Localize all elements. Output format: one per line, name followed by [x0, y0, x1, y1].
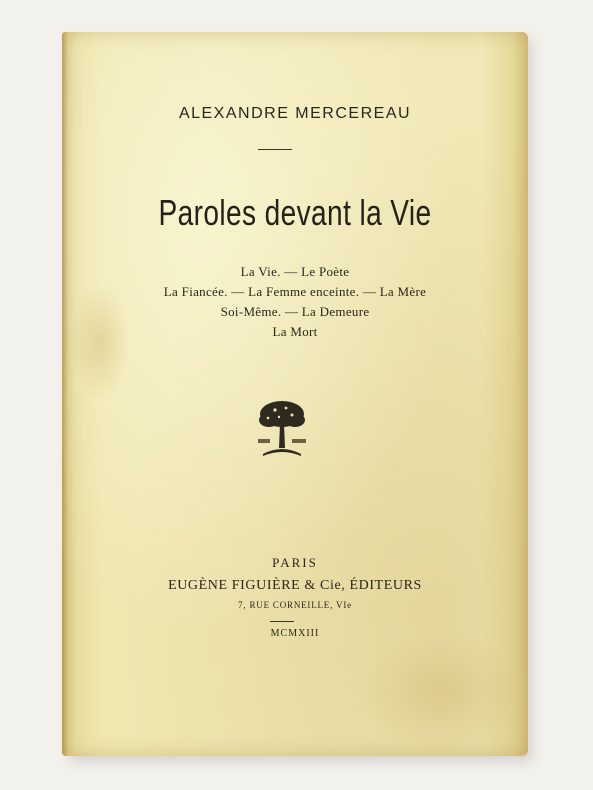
- spine-edge: [62, 32, 68, 756]
- tree-emblem-icon: [255, 398, 309, 462]
- paper-stain: [362, 632, 522, 752]
- contents-line: La Fiancée. — La Femme enceinte. — La Mère: [163, 284, 427, 299]
- publication-year: MCMXIII: [270, 628, 320, 639]
- author-name: ALEXANDRE MERCEREAU: [178, 105, 412, 122]
- divider-rule: [258, 149, 292, 150]
- book-title: Paroles devant la Vie: [158, 192, 432, 233]
- book-cover: [62, 32, 528, 756]
- publisher-city: PARIS: [272, 555, 318, 570]
- contents-line: La Vie. — Le Poète: [240, 264, 350, 279]
- contents-line: La Mort: [272, 324, 318, 339]
- paper-stain: [70, 282, 130, 402]
- divider-rule: [270, 621, 294, 622]
- publisher-address: 7, RUE CORNEILLE, VIe: [238, 600, 352, 610]
- publisher-name: EUGÈNE FIGUIÈRE & Cie, ÉDITEURS: [168, 578, 422, 593]
- contents-line: Soi-Même. — La Demeure: [220, 304, 370, 319]
